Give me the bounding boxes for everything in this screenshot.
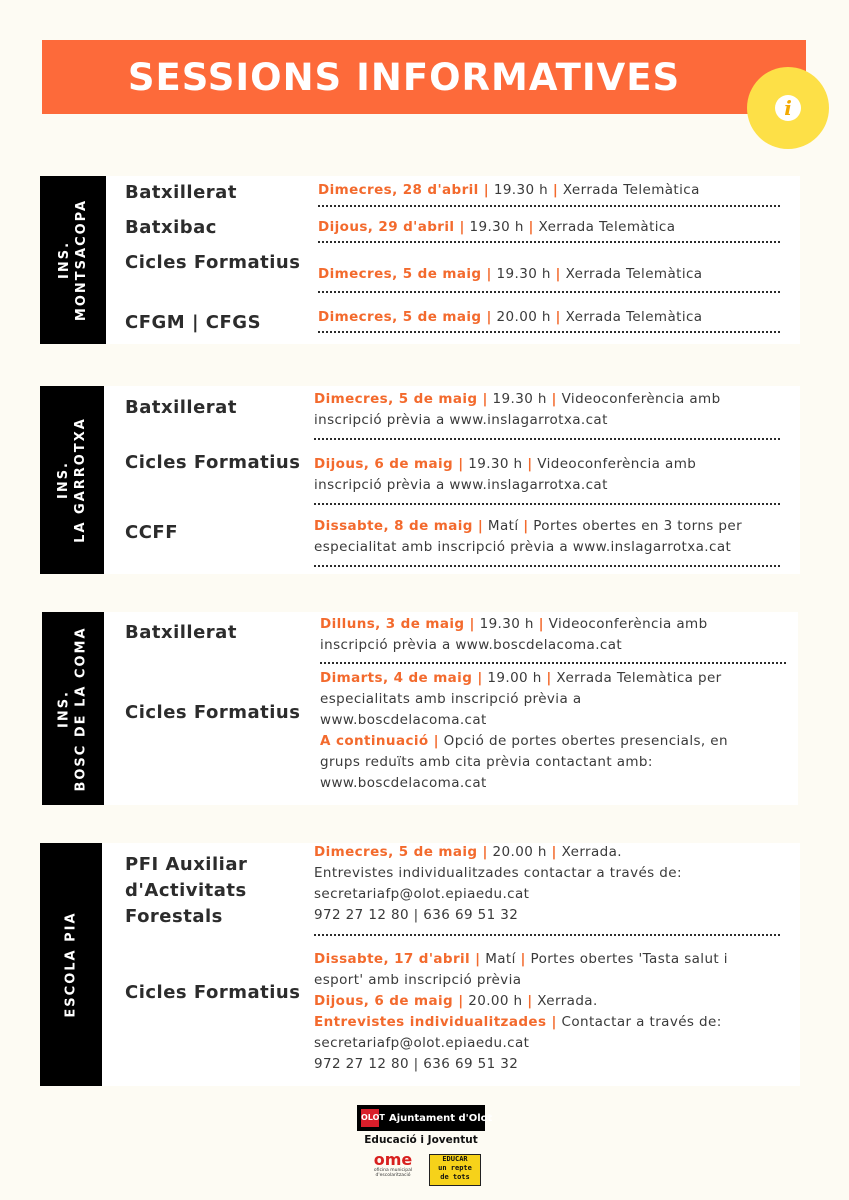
date-highlight: Dimecres, 5 de maig | <box>318 266 492 282</box>
school-tab <box>40 843 102 1086</box>
detail-line <box>320 731 728 752</box>
program-name: Batxillerat <box>125 622 237 643</box>
educar-line: EDUCAR <box>442 1155 468 1163</box>
school-tab <box>40 386 104 574</box>
date-highlight: Dimecres, 5 de maig | <box>318 309 492 325</box>
dotted-divider <box>314 438 780 440</box>
session-details <box>314 389 721 431</box>
school-name-line: INS. <box>57 689 73 728</box>
detail-text: Xerrada. <box>532 993 598 1009</box>
school-name-line: MONTSACOPA <box>74 198 89 322</box>
session-details <box>320 668 728 794</box>
dotted-divider <box>314 565 780 567</box>
date-highlight: Dimecres, 28 d'abril | <box>318 182 490 198</box>
dotted-divider <box>318 241 780 243</box>
ajuntament-logo <box>357 1105 493 1131</box>
detail-text: 20.00 h <box>463 993 528 1009</box>
detail-text: Xerrada Telemàtica per <box>551 670 722 686</box>
detail-text: Videoconferència amb <box>543 616 708 632</box>
school-name <box>56 626 90 791</box>
session-details <box>314 516 742 558</box>
program-name: Batxillerat <box>125 397 237 418</box>
date-highlight: Dijous, 29 d'abril | <box>318 219 465 235</box>
program-name: Cicles Formatius <box>125 982 301 1003</box>
educar-line: un repte <box>438 1164 472 1172</box>
session-details <box>314 949 728 1075</box>
detail-text: 972 27 12 80 | 636 69 51 32 <box>314 907 519 923</box>
detail-text: Matí <box>483 518 524 534</box>
detail-line <box>318 264 702 285</box>
detail-text: 19.30 h <box>489 182 553 198</box>
date-highlight: Dilluns, 3 de maig | <box>320 616 475 632</box>
detail-line <box>320 773 728 794</box>
detail-line <box>320 668 728 689</box>
school-name-line: ESCOLA PIA <box>63 911 79 1018</box>
program-name: Cicles Formatius <box>125 702 301 723</box>
school-name-line: BOSC DE LA COMA <box>74 625 90 792</box>
detail-text: 20.00 h <box>487 844 552 860</box>
detail-text: 19.30 h <box>464 219 529 235</box>
detail-line <box>314 970 728 991</box>
program-name: PFI Auxiliar d'Activitats Forestals <box>125 854 248 927</box>
date-highlight: | <box>523 518 529 534</box>
date-highlight: Dimarts, 4 de maig | <box>320 670 483 686</box>
detail-line <box>320 635 708 656</box>
date-highlight: | <box>520 951 526 967</box>
dotted-divider <box>314 934 780 936</box>
session-details <box>318 180 700 201</box>
session-details <box>314 454 696 496</box>
detail-line <box>314 389 721 410</box>
detail-text: Xerrada Telemàtica <box>533 219 676 235</box>
detail-line <box>318 180 700 201</box>
detail-line <box>314 949 728 970</box>
detail-line <box>314 991 728 1012</box>
school-name-line: LA GARROTXA <box>73 417 89 543</box>
school-tab <box>40 176 106 344</box>
detail-line <box>314 537 742 558</box>
date-highlight: Dissabte, 8 de maig | <box>314 518 484 534</box>
detail-text: Entrevistes individualitzades contactar a través de: <box>314 865 682 881</box>
org-name: Ajuntament d'Olot <box>389 1112 493 1124</box>
detail-line <box>314 1054 728 1075</box>
detail-text: Contactar a través de: <box>556 1014 722 1030</box>
detail-line <box>314 516 742 537</box>
date-highlight: Dijous, 6 de maig | <box>314 993 464 1009</box>
detail-line <box>318 217 675 238</box>
session-details <box>314 842 682 926</box>
educar-logo <box>429 1154 481 1186</box>
dotted-divider <box>318 291 780 293</box>
date-highlight: | <box>555 309 561 325</box>
school-name-line: INS. <box>57 240 72 280</box>
detail-text: Matí <box>480 951 521 967</box>
date-highlight: Dissabte, 17 d'abril | <box>314 951 481 967</box>
detail-text: Xerrada. <box>556 844 622 860</box>
date-highlight: | <box>538 616 544 632</box>
date-highlight: Dijous, 6 de maig | <box>314 456 464 472</box>
detail-line <box>320 689 728 710</box>
detail-line <box>314 863 682 884</box>
detail-line <box>314 454 696 475</box>
dotted-divider <box>318 331 780 333</box>
session-details <box>318 307 702 328</box>
department-name: Educació i Joventut <box>364 1134 478 1146</box>
session-details <box>318 217 675 238</box>
date-highlight: | <box>528 219 534 235</box>
olot-emblem-icon: OLOT <box>361 1109 379 1127</box>
detail-line <box>314 842 682 863</box>
detail-text: 19.30 h <box>491 266 556 282</box>
detail-text: inscripció prèvia a www.inslagarrotxa.cat <box>314 477 608 493</box>
school-name <box>63 911 80 1017</box>
detail-text: Portes obertes en 3 torns per <box>528 518 743 534</box>
date-highlight: | <box>551 391 557 407</box>
detail-line <box>320 614 708 635</box>
title-banner <box>42 40 806 114</box>
detail-line <box>314 1012 728 1033</box>
page-title: SESSIONS INFORMATIVES <box>127 55 681 99</box>
date-highlight: | <box>546 670 552 686</box>
detail-text: www.boscdelacoma.cat <box>320 712 487 728</box>
date-highlight: | <box>552 182 559 198</box>
program-name: Batxibac <box>125 217 217 238</box>
dotted-divider <box>320 662 786 664</box>
session-details <box>320 614 708 656</box>
date-highlight: Entrevistes individualitzades | <box>314 1014 557 1030</box>
detail-text: 20.00 h <box>491 309 556 325</box>
detail-text: especialitats amb inscripció prèvia a <box>320 691 582 707</box>
date-highlight: Dimecres, 5 de maig | <box>314 844 488 860</box>
detail-text: inscripció prèvia a www.boscdelacoma.cat <box>320 637 623 653</box>
detail-text: secretariafp@olot.epiaedu.cat <box>314 886 530 902</box>
detail-line <box>314 475 696 496</box>
program-name: Cicles Formatius <box>125 252 301 273</box>
school-name-line: INS. <box>56 460 72 500</box>
detail-line <box>320 710 728 731</box>
detail-text: www.boscdelacoma.cat <box>320 775 487 791</box>
date-highlight: | <box>527 456 533 472</box>
date-highlight: Dimecres, 5 de maig | <box>314 391 488 407</box>
detail-text: 19.30 h <box>487 391 552 407</box>
detail-text: Xerrada Telemàtica <box>560 266 703 282</box>
ome-logo-word: ome <box>373 1150 413 1169</box>
detail-text: Xerrada Telemàtica <box>560 309 703 325</box>
school-name <box>56 199 90 321</box>
detail-text: Videoconferència amb <box>532 456 697 472</box>
detail-text: Opció de portes obertes presencials, en <box>438 733 728 749</box>
school-tab <box>42 612 104 805</box>
date-highlight: | <box>555 266 561 282</box>
detail-line <box>314 410 721 431</box>
detail-text: Videoconferència amb <box>556 391 721 407</box>
detail-line <box>314 905 682 926</box>
info-icon <box>747 67 829 149</box>
detail-text: 972 27 12 80 | 636 69 51 32 <box>314 1056 519 1072</box>
detail-text: inscripció prèvia a www.inslagarrotxa.cat <box>314 412 608 428</box>
date-highlight: | <box>551 844 557 860</box>
detail-text: Xerrada Telemàtica <box>558 182 700 198</box>
school-name <box>55 417 89 543</box>
detail-text: grups reduïts amb cita prèvia contactant amb: <box>320 754 653 770</box>
detail-text: secretariafp@olot.epiaedu.cat <box>314 1035 530 1051</box>
date-highlight: | <box>527 993 533 1009</box>
detail-line <box>314 884 682 905</box>
detail-text: 19.30 h <box>463 456 528 472</box>
detail-line <box>320 752 728 773</box>
program-name: Cicles Formatius <box>125 452 301 473</box>
program-name: CCFF <box>125 522 179 543</box>
detail-text: esport' amb inscripció prèvia <box>314 972 522 988</box>
date-highlight: A continuació | <box>320 733 439 749</box>
program-name: CFGM | CFGS <box>125 312 262 333</box>
info-glyph: i <box>775 95 801 121</box>
detail-text: Portes obertes 'Tasta salut i <box>525 951 728 967</box>
program-name: Batxillerat <box>125 182 237 203</box>
educar-line: de tots <box>440 1173 470 1181</box>
dotted-divider <box>318 205 780 207</box>
session-details <box>318 264 702 285</box>
dotted-divider <box>314 503 780 505</box>
detail-text: 19.30 h <box>474 616 539 632</box>
detail-text: especialitat amb inscripció prèvia a www.inslagarrotxa.cat <box>314 539 732 555</box>
ome-logo-subtitle: oficina municipal d'escolarització <box>373 1168 413 1178</box>
detail-text: 19.00 h <box>482 670 547 686</box>
detail-line <box>314 1033 728 1054</box>
ome-logo <box>368 1152 418 1178</box>
detail-line <box>318 307 702 328</box>
